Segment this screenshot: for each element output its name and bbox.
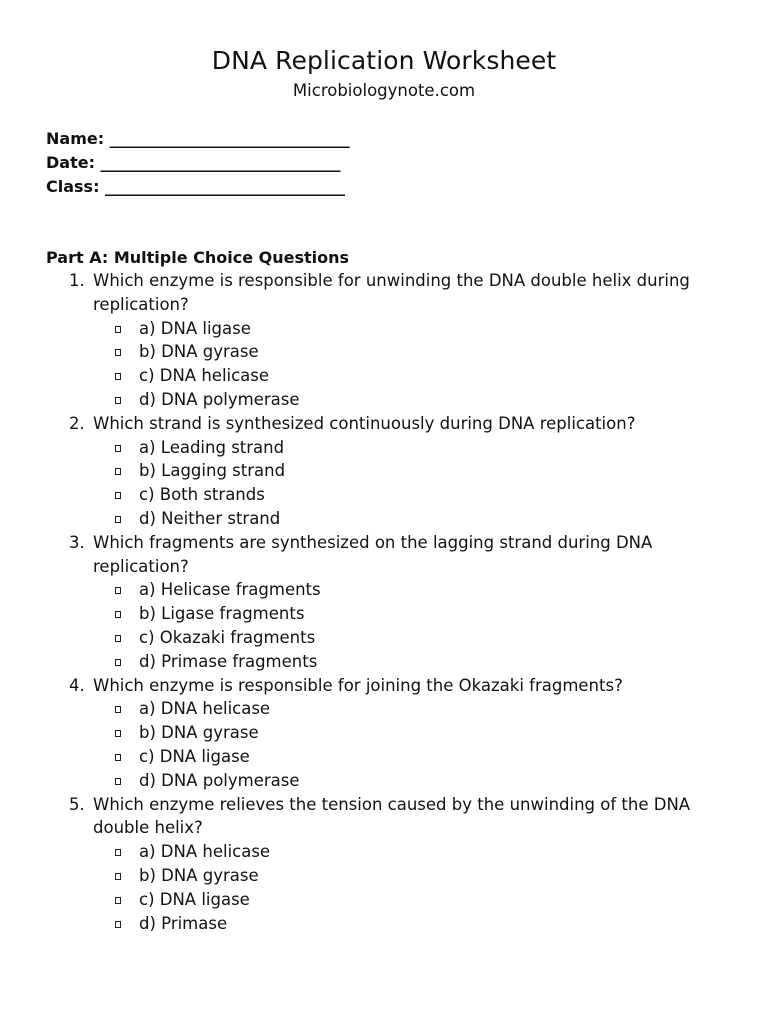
question-number: 1. (69, 271, 85, 290)
option-label: b) Ligase fragments (139, 604, 305, 624)
page-title: DNA Replication Worksheet (211, 46, 557, 75)
option-label: a) DNA ligase (139, 318, 251, 338)
option-label: d) DNA polymerase (139, 770, 300, 790)
checkbox-icon[interactable] (115, 730, 121, 737)
option-label: c) DNA ligase (139, 889, 250, 909)
question-4 (0, 674, 768, 793)
answer-option[interactable] (0, 650, 768, 674)
question-2 (0, 412, 768, 531)
option-label: d) Primase (139, 913, 228, 933)
class-field[interactable]: Class: ______________________________ (46, 177, 346, 196)
checkbox-icon[interactable] (115, 373, 121, 380)
question-text: Which fragments are synthesized on the lagging strand during DNA replication? (93, 532, 653, 576)
checkbox-icon[interactable] (115, 349, 121, 356)
checkbox-icon[interactable] (115, 778, 121, 785)
option-label: d) DNA polymerase (139, 389, 300, 409)
answer-option[interactable] (0, 340, 768, 364)
question-number: 3. (69, 532, 85, 552)
option-label: d) Primase fragments (139, 651, 318, 671)
answer-option[interactable] (0, 364, 768, 388)
option-label: c) Okazaki fragments (139, 627, 316, 647)
checkbox-icon[interactable] (115, 468, 121, 475)
checkbox-icon[interactable] (115, 659, 121, 666)
answer-option[interactable] (0, 483, 768, 507)
question-number: 5. (69, 794, 85, 814)
option-label: b) DNA gyrase (139, 865, 259, 885)
checkbox-icon[interactable] (115, 754, 121, 761)
option-label: c) DNA helicase (139, 366, 270, 386)
question-3 (0, 531, 768, 674)
option-label: b) DNA gyrase (139, 342, 259, 362)
option-label: a) Leading strand (139, 437, 285, 457)
checkbox-icon[interactable] (115, 849, 121, 856)
question-text: Which strand is synthesized continuously during DNA replication? (93, 413, 636, 433)
answer-option[interactable] (0, 388, 768, 412)
checkbox-icon[interactable] (115, 873, 121, 880)
answer-option[interactable] (0, 507, 768, 531)
question-5 (0, 793, 768, 936)
question-text: Which enzyme is responsible for joining the Okazaki fragments? (93, 675, 623, 695)
question-number: 2. (69, 413, 85, 433)
option-label: b) Lagging strand (139, 461, 286, 481)
checkbox-icon[interactable] (115, 587, 121, 594)
option-label: c) Both strands (139, 485, 265, 505)
question-text: Which enzyme is responsible for unwinding the DNA double helix during replication? (93, 271, 690, 314)
question-1 (0, 269, 768, 412)
option-label: b) DNA gyrase (139, 723, 259, 743)
option-label: c) DNA ligase (139, 746, 250, 766)
option-label: a) DNA helicase (139, 842, 271, 862)
checkbox-icon[interactable] (115, 326, 121, 333)
answer-option[interactable] (0, 888, 768, 912)
checkbox-icon[interactable] (115, 921, 121, 928)
answer-option[interactable] (0, 912, 768, 936)
name-field[interactable]: Name: ______________________________ (46, 129, 350, 148)
question-list (0, 269, 768, 935)
answer-option[interactable] (0, 602, 768, 626)
checkbox-icon[interactable] (115, 492, 121, 499)
answer-option[interactable] (0, 840, 768, 864)
answer-option[interactable] (0, 864, 768, 888)
checkbox-icon[interactable] (115, 611, 121, 618)
checkbox-icon[interactable] (115, 897, 121, 904)
answer-option[interactable] (0, 459, 768, 483)
question-number: 4. (69, 675, 85, 695)
question-text: Which enzyme relieves the tension caused by the unwinding of the DNA double helix? (93, 794, 691, 838)
checkbox-icon[interactable] (115, 516, 121, 523)
option-label: a) DNA helicase (139, 699, 271, 719)
checkbox-icon[interactable] (115, 397, 121, 404)
answer-option[interactable] (0, 626, 768, 650)
answer-option[interactable] (0, 578, 768, 602)
answer-option[interactable] (0, 317, 768, 341)
answer-option[interactable] (0, 436, 768, 460)
checkbox-icon[interactable] (115, 706, 121, 713)
option-label: a) Helicase fragments (139, 580, 321, 600)
answer-option[interactable] (0, 721, 768, 745)
checkbox-icon[interactable] (115, 635, 121, 642)
answer-option[interactable] (0, 769, 768, 793)
option-label: d) Neither strand (139, 508, 281, 528)
answer-option[interactable] (0, 745, 768, 769)
student-info-fields (46, 127, 350, 199)
part-a-heading: Part A: Multiple Choice Questions (46, 248, 350, 267)
page-subtitle: Microbiologynote.com (292, 81, 476, 100)
checkbox-icon[interactable] (115, 445, 121, 452)
date-field[interactable]: Date: ______________________________ (46, 153, 341, 172)
answer-option[interactable] (0, 697, 768, 721)
